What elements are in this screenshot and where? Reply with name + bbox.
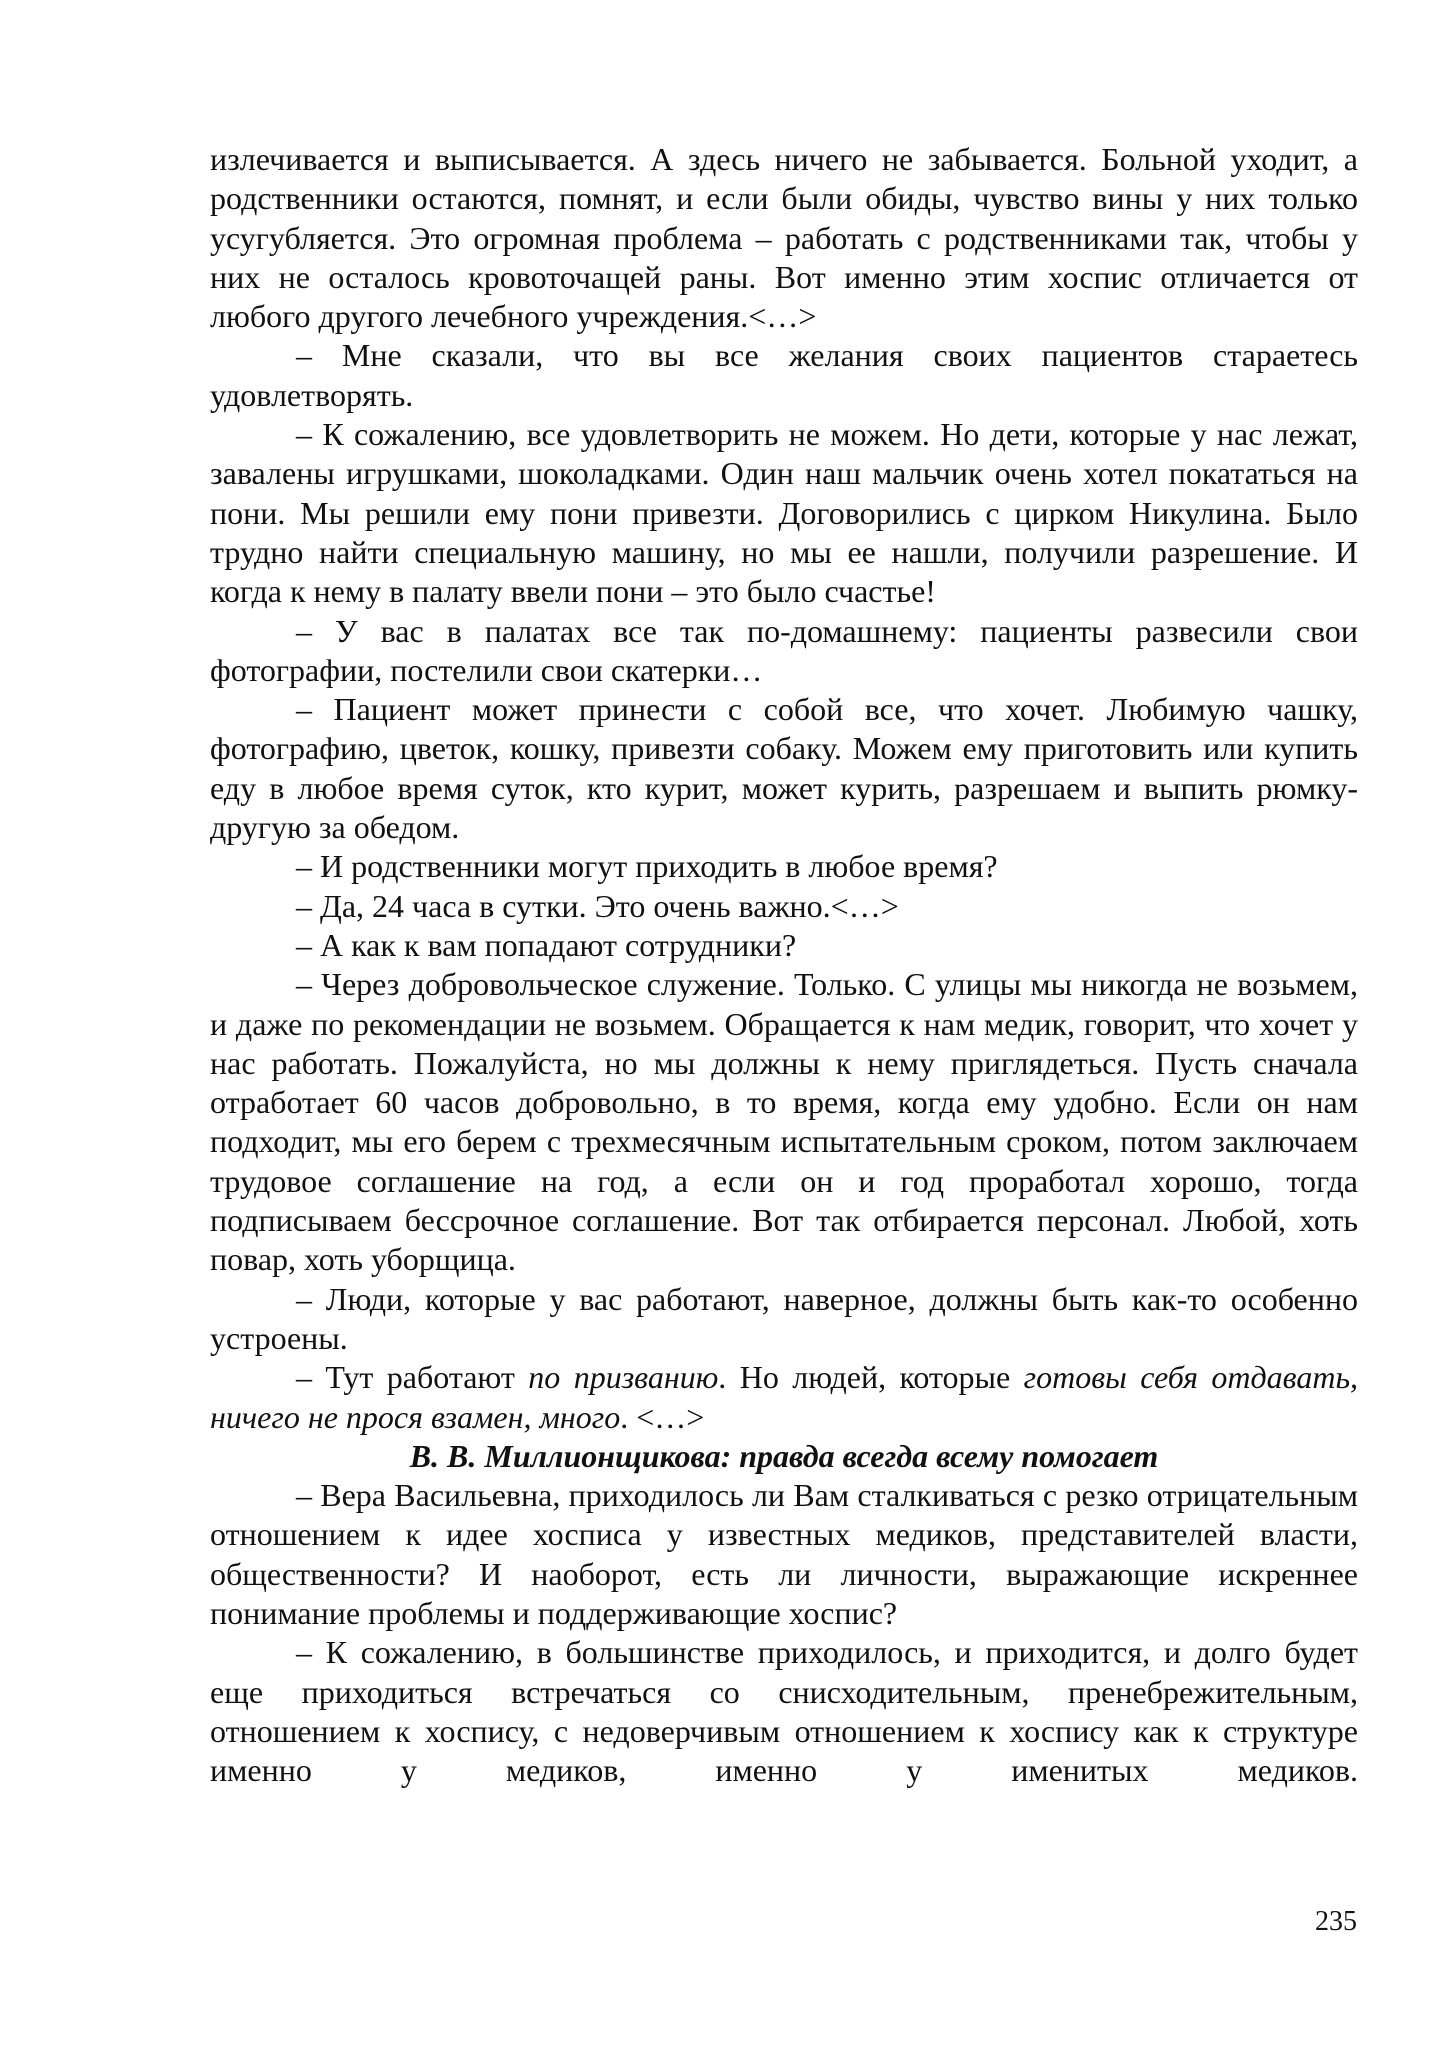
paragraph-answer-italic	[210, 1358, 1358, 1437]
paragraph-answer: – К сожалению, в большинстве приходилось, и приходится, и долго будет еще приходиться встречаться со снисходительным, пренебрежительным, отношением к хоспису, с недоверчивым отношением к хоспису как к структуре именно у медиков, именно у именитых медиков.	[210, 1634, 1358, 1789]
paragraph-answer: – Пациент может принести с собой все, что хочет. Любимую чашку, фотографию, цветок, кошку, привезти собаку. Можем ему приготовить или купить еду в любое время суток, кто курит, может курить, разрешаем и выпить рюмку-другую за обедом.	[210, 691, 1358, 846]
text-run: – Тут работают	[296, 1359, 529, 1396]
paragraph-question: – У вас в палатах все так по-домашнему: пациенты развесили свои фотографии, постелили свои скатерки…	[210, 612, 1358, 688]
italic-run: готовы себя отдавать, ничего не прося взамен, много	[210, 1359, 1359, 1435]
paragraph-question: – Мне сказали, что вы все желания своих пациентов стараетесь удовлетворять.	[210, 337, 1358, 413]
body-text	[210, 140, 1358, 1790]
paragraph-continuation: излечивается и выписывается. А здесь ничего не забывается. Больной уходит, а родственники остаются, помнят, и если были обиды, чувство вины у них только усугубляется. Это огромная проблема – работать с родственниками так, чтобы у них не осталось кровоточащей раны. Вот именно этим хоспис отличается от любого другого лечебного учреждения.<…>	[210, 141, 1358, 335]
text-run: . Но людей, которые	[718, 1359, 1024, 1396]
page-number: 235	[1315, 1906, 1357, 1937]
paragraph-answer: – Да, 24 часа в сутки. Это очень важно.<…>	[296, 887, 899, 924]
italic-run: по призванию	[528, 1359, 719, 1396]
paragraph-question: – И родственники могут приходить в любое время?	[296, 848, 998, 885]
paragraph-answer: – К сожалению, все удовлетворить не можем. Но дети, которые у нас лежат, завалены игрушками, шоколадками. Один наш мальчик очень хотел покататься на пони. Мы решили ему пони привезти. Договорились с цирком Никулина. Было трудно найти специальную машину, но мы ее нашли, получили разрешение. И когда к нему в палату ввели пони – это было счастье!	[210, 416, 1358, 610]
paragraph-question: – Вера Васильевна, приходилось ли Вам сталкиваться с резко отрицательным отношением к идее хосписа у известных медиков, представителей власти, общественности? И наоборот, есть ли личности, выражающие искреннее понимание проблемы и поддерживающие хоспис?	[210, 1477, 1358, 1631]
text-run: . <…>	[620, 1398, 705, 1435]
paragraph-answer: – Через добровольческое служение. Только. С улицы мы никогда не возьмем, и даже по рекомендации не возьмем. Обращается к нам медик, говорит, что хочет у нас работать. Пожалуйста, но мы должны к нему приглядеться. Пусть сначала отработает 60 часов добровольно, в то время, когда ему удобно. Если он нам подходит, мы его берем с трехмесячным испытательным сроком, потом заключаем трудовое соглашение на год, а если он и год проработал хорошо, тогда подписываем бессрочное соглашение. Вот так отбирается персонал. Любой, хоть повар, хоть уборщица.	[210, 966, 1358, 1278]
paragraph-question: – А как к вам попадают сотрудники?	[296, 926, 797, 963]
section-heading: В. В. Миллионщикова: правда всегда всему помогает	[409, 1437, 1159, 1474]
paragraph-question: – Люди, которые у вас работают, наверное, должны быть как-то особенно устроены.	[210, 1280, 1358, 1356]
